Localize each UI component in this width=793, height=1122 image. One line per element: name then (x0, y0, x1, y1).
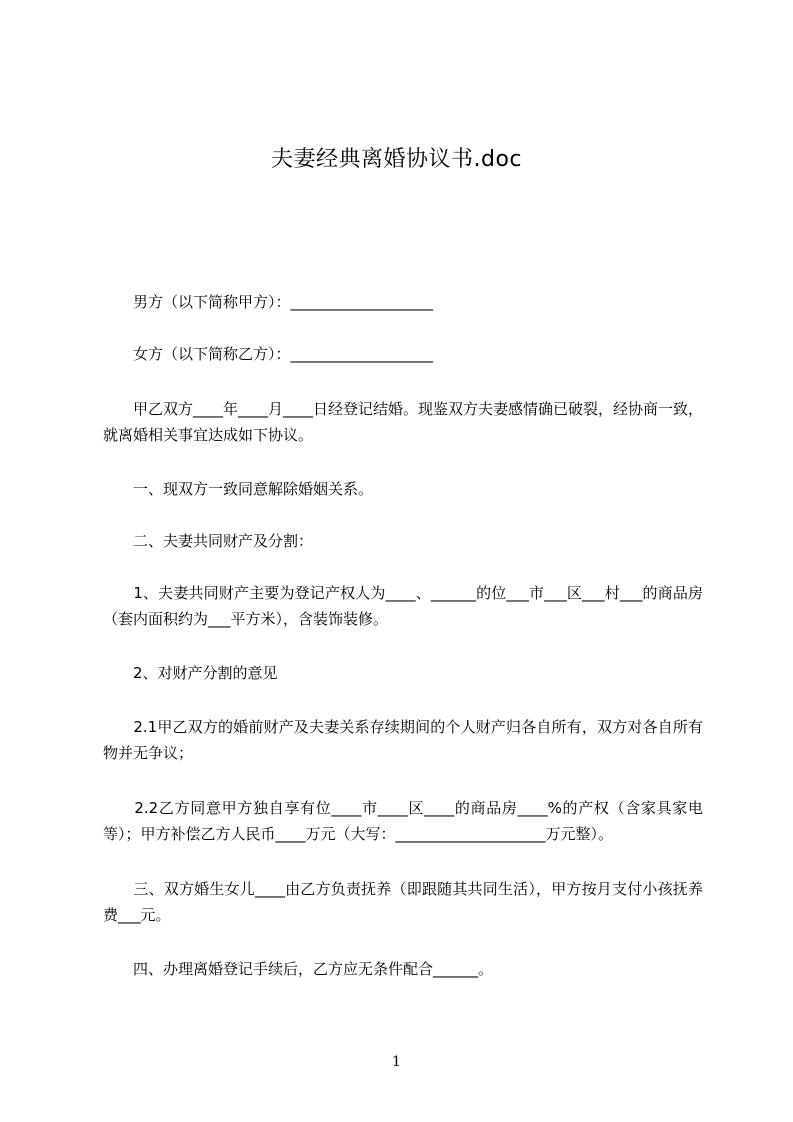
clause-3-custody: 三、双方婚生女儿____由乙方负责抚养（即跟随其共同生活），甲方按月支付小孩抚养费___元。 (103, 880, 703, 924)
page-number: 1 (392, 1054, 401, 1070)
clause-2-2-2: 2.2乙方同意甲方独自享有位____市____区____的商品房____%的产权（含家具家电等）；甲方补偿乙方人民币____万元（大写：____________________万元整）。 (103, 799, 703, 843)
clause-2-2-1: 2.1甲乙双方的婚前财产及夫妻关系存续期间的个人财产归各自所有，双方对各自所有物并无争议； (103, 718, 703, 762)
clause-2-1-property: 1、夫妻共同财产主要为登记产权人为____、______的位___市___区___村___的商品房（套内面积约为___平方米），含装饰装修。 (103, 584, 703, 628)
clause-2-heading: 二、夫妻共同财产及分割： (103, 532, 314, 550)
marriage-statement-paragraph: 甲乙双方____年____月____日经登记结婚。现鉴双方夫妻感情确已破裂，经协商一致，就离婚相关事宜达成如下协议。 (103, 400, 704, 444)
clause-1: 一、现双方一致同意解除婚姻关系。 (103, 480, 374, 498)
party-a-line: 男方（以下简称甲方）：___________________ (103, 293, 434, 311)
party-b-line: 女方（以下简称乙方）：___________________ (103, 345, 434, 363)
document-title: 夫妻经典离婚协议书.doc (270, 147, 522, 172)
clause-4: 四、办理离婚登记手续后，乙方应无条件配合______。 (103, 960, 494, 978)
clause-2-2-heading: 2、对财产分割的意见 (103, 664, 278, 682)
